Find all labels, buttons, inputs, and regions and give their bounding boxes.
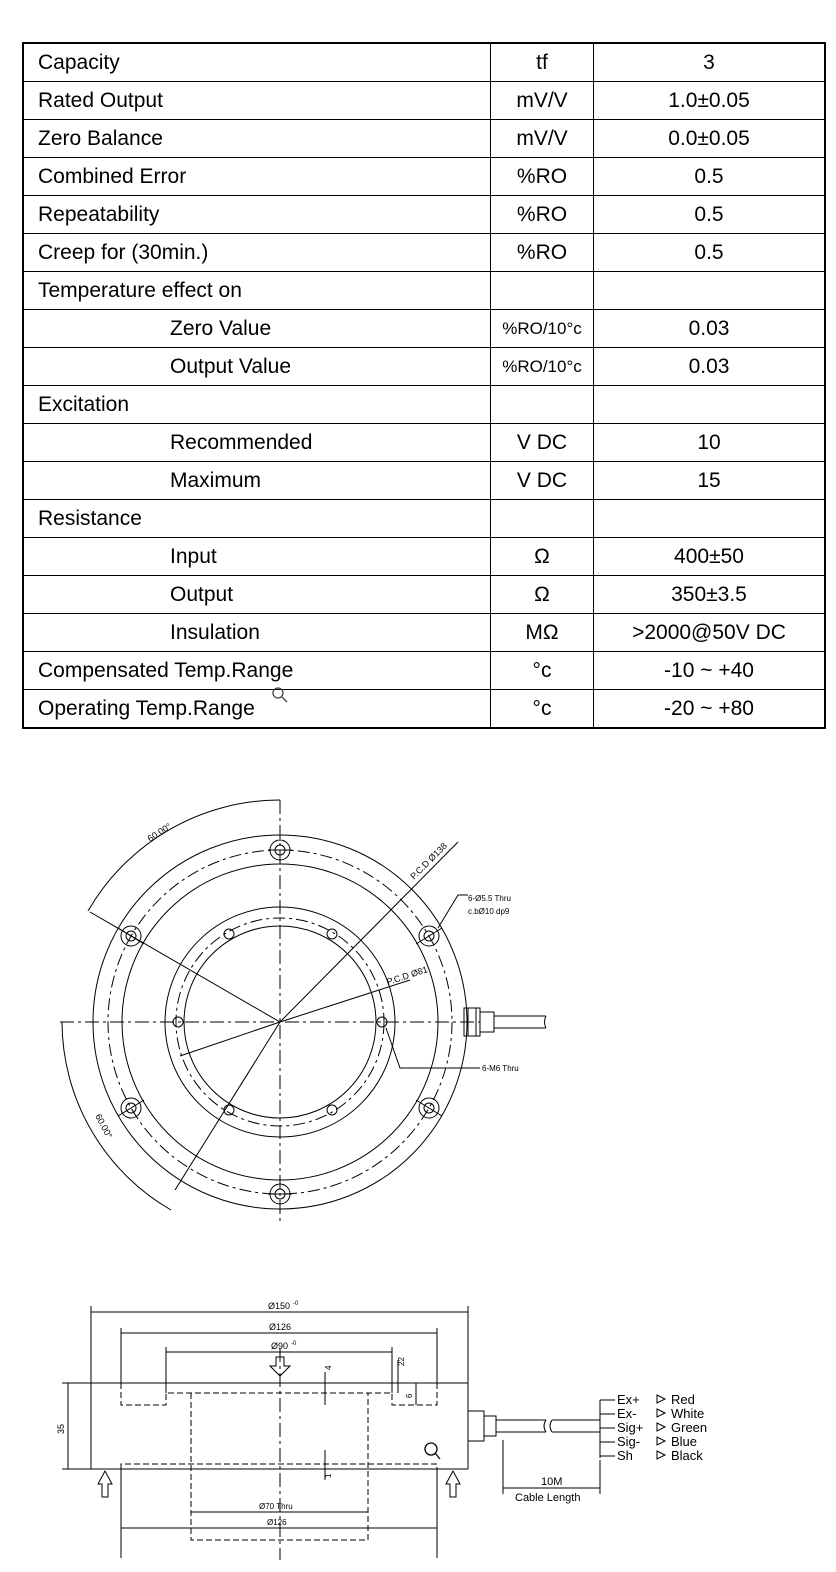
hole-note-leader [438,895,468,928]
value-cell: 0.03 [594,348,826,386]
unit-cell: V DC [491,424,594,462]
signal-label: Ex+ [617,1392,640,1407]
signal-label: Sig- [617,1434,641,1449]
unit-cell: %RO [491,196,594,234]
pcd-outer-label: P.C.D Ø138 [408,840,449,882]
radial-line [175,1022,280,1190]
outer-hole [118,1098,144,1118]
top-view-drawing [60,800,546,1225]
support-arrow-icon [446,1471,460,1497]
wiring-row [617,1420,707,1435]
param-cell: Capacity [23,43,491,82]
value-cell: 400±50 [594,538,826,576]
value-cell: 3 [594,43,826,82]
unit-cell: Ω [491,538,594,576]
unit-cell: %RO [491,158,594,196]
param-cell: Maximum [23,462,491,500]
param-cell: Output [23,576,491,614]
param-cell: Zero Value [23,310,491,348]
param-cell: Output Value [23,348,491,386]
side-cable-gland [468,1411,484,1441]
value-cell: -20 ~ +80 [594,690,826,729]
param-cell: Combined Error [23,158,491,196]
value-cell: 0.5 [594,234,826,272]
dia-90-tol: -0 [291,1341,297,1347]
angle-arc-bottom [62,1022,171,1210]
param-cell: Insulation [23,614,491,652]
section-heading: Temperature effect on [23,272,491,310]
wire-color-label: White [671,1406,705,1421]
dia-150-tol: -0 [293,1301,299,1307]
hole-note-1: 6-Ø5.5 Thru [468,894,511,903]
unit-cell: mV/V [491,120,594,158]
pcd-inner-label: P.C.D Ø81 [385,964,429,987]
value-cell: 0.0±0.05 [594,120,826,158]
wiring-row [617,1392,695,1407]
dia-126-top-label: Ø126 [269,1322,292,1332]
value-cell: 1.0±0.05 [594,82,826,120]
unit-cell: tf [491,43,594,82]
inner-hole [327,1105,337,1115]
param-cell: Rated Output [23,82,491,120]
value-cell: 0.5 [594,196,826,234]
dim-22-label: 22 [397,1357,406,1366]
value-cell: 0.5 [594,158,826,196]
param-cell: Repeatability [23,196,491,234]
zoom-cursor-icon [425,1443,440,1459]
section-heading: Excitation [23,386,491,424]
bottom-relief [121,1464,437,1469]
wiring-legend [617,1392,707,1463]
arrow-right-icon [657,1409,665,1417]
signal-label: Ex- [617,1406,637,1421]
hole-note-2: c.bØ10 dp9 [468,907,510,916]
value-cell: >2000@50V DC [594,614,826,652]
unit-cell: %RO/10°c [491,348,594,386]
outer-hole [416,926,442,946]
arrow-right-icon [657,1423,665,1431]
zoom-cursor-icon [273,688,287,702]
signal-label: Sig+ [617,1420,644,1435]
dim-6-label: 6 [405,1393,414,1398]
dim-4-label: 4 [324,1365,333,1370]
unit-cell: %RO/10°c [491,310,594,348]
arrow-right-icon [657,1395,665,1403]
param-cell: Zero Balance [23,120,491,158]
thread-note: 6-M6 Thru [482,1064,519,1073]
signal-label: Sh [617,1448,633,1463]
param-cell: Recommended [23,424,491,462]
dia-150-label: Ø150 [268,1301,291,1311]
value-cell: 0.03 [594,310,826,348]
unit-cell: °c [491,652,594,690]
support-arrow-icon [98,1471,112,1497]
value-cell: 15 [594,462,826,500]
cable-length-label: Cable Length [515,1492,581,1504]
dia-90-label: Ø90 [271,1341,289,1351]
wire-color-label: Blue [671,1434,698,1449]
angle-arc-top [88,800,280,911]
top-recess [121,1383,437,1405]
outer-hole [416,1098,442,1118]
height-label: 35 [56,1423,66,1434]
value-cell: -10 ~ +40 [594,652,826,690]
unit-cell: V DC [491,462,594,500]
wiring-row [617,1434,697,1449]
radial-line [180,1022,280,1056]
unit-cell: °c [491,690,594,729]
dia-126-bottom-label: Ø126 [267,1518,287,1527]
unit-cell: %RO [491,234,594,272]
arrow-right-icon [657,1437,665,1445]
wire-color-label: Green [671,1420,708,1435]
wiring-row [617,1448,703,1463]
dim-1-label: 1 [324,1473,333,1478]
angle-label-bottom: 60.00° [93,1112,115,1141]
side-view-drawing [62,1306,615,1560]
value-cell: 10 [594,424,826,462]
param-cell: Creep for (30min.) [23,234,491,272]
cable-length-value: 10M [541,1476,563,1488]
param-cell: Input [23,538,491,576]
pcd-inner-leader [280,980,410,1022]
param-cell: Compensated Temp.Range [23,652,491,690]
wiring-row [617,1406,704,1421]
unit-cell: MΩ [491,614,594,652]
arrow-right-icon [657,1451,665,1459]
section-heading: Resistance [23,500,491,538]
angle-label-top: 60.00° [145,821,173,844]
inner-hole [327,929,337,939]
param-cell: Operating Temp.Range [23,690,491,729]
dia-70-label: Ø70 Thru [259,1502,293,1511]
unit-cell: Ω [491,576,594,614]
unit-cell: mV/V [491,82,594,120]
wire-color-label: Red [671,1392,695,1407]
value-cell: 350±3.5 [594,576,826,614]
wire-color-label: Black [671,1448,703,1463]
